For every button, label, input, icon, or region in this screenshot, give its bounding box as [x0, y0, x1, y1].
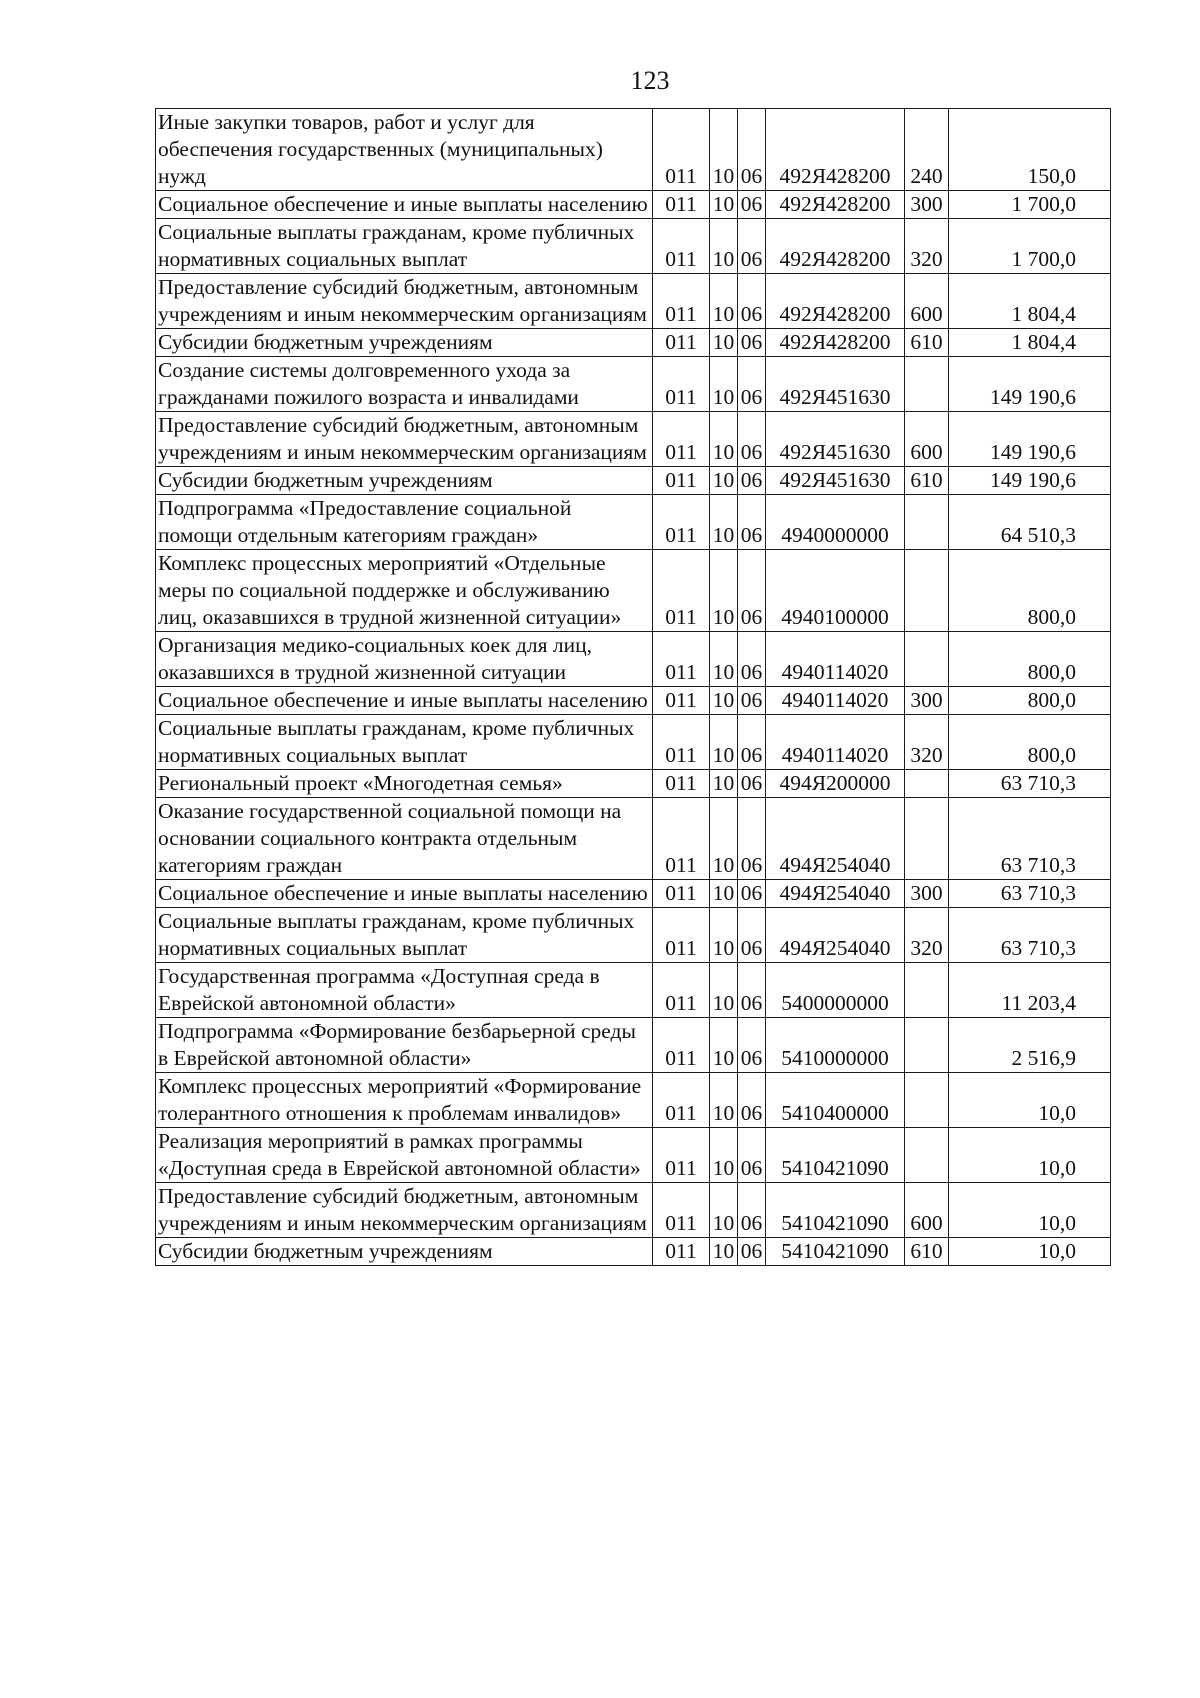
amount: 10,0: [949, 1073, 1111, 1128]
section-code: 10: [710, 219, 738, 274]
section-code: 10: [710, 770, 738, 798]
amount: 10,0: [949, 1183, 1111, 1238]
section-code: 10: [710, 109, 738, 191]
row-name: Подпрограмма «Предоставление социальной помощи отдельным категориям граждан»: [156, 495, 653, 550]
row-name: Оказание государственной социальной помощи на основании социального контракта отдельным категориям граждан: [156, 798, 653, 880]
section-code: 10: [710, 687, 738, 715]
ministry-code: 011: [653, 274, 710, 329]
section-code: 10: [710, 467, 738, 495]
subsection-code: 06: [738, 880, 766, 908]
table-row: [156, 550, 1111, 632]
target-code: 494Я254040: [766, 798, 905, 880]
amount: 63 710,3: [949, 770, 1111, 798]
ministry-code: 011: [653, 219, 710, 274]
amount: 63 710,3: [949, 798, 1111, 880]
subsection-code: 06: [738, 329, 766, 357]
row-name: Подпрограмма «Формирование безбарьерной среды в Еврейской автономной области»: [156, 1018, 653, 1073]
expense-type-code: [905, 495, 949, 550]
expense-type-code: [905, 550, 949, 632]
section-code: 10: [710, 963, 738, 1018]
row-name: Предоставление субсидий бюджетным, автономным учреждениям и иным некоммерческим организациям: [156, 274, 653, 329]
expense-type-code: 320: [905, 715, 949, 770]
target-code: 5410421090: [766, 1238, 905, 1266]
ministry-code: 011: [653, 109, 710, 191]
target-code: 4940114020: [766, 632, 905, 687]
section-code: 10: [710, 632, 738, 687]
target-code: 492Я428200: [766, 274, 905, 329]
ministry-code: 011: [653, 495, 710, 550]
section-code: 10: [710, 880, 738, 908]
subsection-code: 06: [738, 1183, 766, 1238]
table-row: [156, 495, 1111, 550]
ministry-code: 011: [653, 715, 710, 770]
expense-type-code: 320: [905, 908, 949, 963]
ministry-code: 011: [653, 1073, 710, 1128]
amount: 149 190,6: [949, 412, 1111, 467]
subsection-code: 06: [738, 715, 766, 770]
row-name: Субсидии бюджетным учреждениям: [156, 467, 653, 495]
amount: 10,0: [949, 1238, 1111, 1266]
amount: 150,0: [949, 109, 1111, 191]
table-row: [156, 274, 1111, 329]
subsection-code: 06: [738, 274, 766, 329]
expense-type-code: 600: [905, 274, 949, 329]
target-code: 492Я451630: [766, 467, 905, 495]
target-code: 4940114020: [766, 687, 905, 715]
target-code: 4940000000: [766, 495, 905, 550]
ministry-code: 011: [653, 357, 710, 412]
table-row: [156, 219, 1111, 274]
section-code: 10: [710, 274, 738, 329]
subsection-code: 06: [738, 191, 766, 219]
ministry-code: 011: [653, 963, 710, 1018]
table-row: [156, 880, 1111, 908]
budget-table-body: [156, 109, 1111, 1266]
section-code: 10: [710, 1128, 738, 1183]
expense-type-code: 240: [905, 109, 949, 191]
section-code: 10: [710, 1238, 738, 1266]
amount: 1 804,4: [949, 274, 1111, 329]
budget-table: [155, 108, 1111, 1266]
target-code: 492Я428200: [766, 109, 905, 191]
table-row: [156, 770, 1111, 798]
ministry-code: 011: [653, 191, 710, 219]
target-code: 492Я428200: [766, 191, 905, 219]
target-code: 492Я451630: [766, 357, 905, 412]
section-code: 10: [710, 1018, 738, 1073]
table-row: [156, 1183, 1111, 1238]
amount: 1 700,0: [949, 219, 1111, 274]
subsection-code: 06: [738, 908, 766, 963]
subsection-code: 06: [738, 1018, 766, 1073]
amount: 11 203,4: [949, 963, 1111, 1018]
expense-type-code: [905, 963, 949, 1018]
ministry-code: 011: [653, 1183, 710, 1238]
table-row: [156, 1073, 1111, 1128]
ministry-code: 011: [653, 550, 710, 632]
subsection-code: 06: [738, 412, 766, 467]
amount: 800,0: [949, 715, 1111, 770]
subsection-code: 06: [738, 963, 766, 1018]
ministry-code: 011: [653, 1238, 710, 1266]
table-row: [156, 467, 1111, 495]
section-code: 10: [710, 715, 738, 770]
target-code: 5410421090: [766, 1128, 905, 1183]
table-row: [156, 687, 1111, 715]
table-row: [156, 329, 1111, 357]
row-name: Субсидии бюджетным учреждениям: [156, 1238, 653, 1266]
target-code: 4940100000: [766, 550, 905, 632]
table-row: [156, 1018, 1111, 1073]
table-row: [156, 1238, 1111, 1266]
target-code: 5400000000: [766, 963, 905, 1018]
subsection-code: 06: [738, 687, 766, 715]
subsection-code: 06: [738, 357, 766, 412]
target-code: 5410000000: [766, 1018, 905, 1073]
subsection-code: 06: [738, 632, 766, 687]
ministry-code: 011: [653, 1018, 710, 1073]
target-code: 494Я254040: [766, 880, 905, 908]
ministry-code: 011: [653, 770, 710, 798]
ministry-code: 011: [653, 329, 710, 357]
row-name: Социальное обеспечение и иные выплаты населению: [156, 687, 653, 715]
row-name: Иные закупки товаров, работ и услуг для обеспечения государственных (муниципальных) нужд: [156, 109, 653, 191]
target-code: 494Я254040: [766, 908, 905, 963]
amount: 1 804,4: [949, 329, 1111, 357]
page-number: 123: [630, 66, 670, 95]
table-row: [156, 109, 1111, 191]
amount: 800,0: [949, 632, 1111, 687]
section-code: 10: [710, 412, 738, 467]
target-code: 492Я451630: [766, 412, 905, 467]
row-name: Предоставление субсидий бюджетным, автономным учреждениям и иным некоммерческим организациям: [156, 1183, 653, 1238]
expense-type-code: 600: [905, 1183, 949, 1238]
subsection-code: 06: [738, 1073, 766, 1128]
subsection-code: 06: [738, 219, 766, 274]
ministry-code: 011: [653, 908, 710, 963]
row-name: Субсидии бюджетным учреждениям: [156, 329, 653, 357]
section-code: 10: [710, 550, 738, 632]
expense-type-code: 320: [905, 219, 949, 274]
row-name: Социальные выплаты гражданам, кроме публичных нормативных социальных выплат: [156, 219, 653, 274]
target-code: 5410400000: [766, 1073, 905, 1128]
expense-type-code: 600: [905, 412, 949, 467]
expense-type-code: [905, 1073, 949, 1128]
row-name: Создание системы долговременного ухода за гражданами пожилого возраста и инвалидами: [156, 357, 653, 412]
target-code: 4940114020: [766, 715, 905, 770]
amount: 63 710,3: [949, 908, 1111, 963]
target-code: 5410421090: [766, 1183, 905, 1238]
expense-type-code: [905, 1128, 949, 1183]
expense-type-code: [905, 798, 949, 880]
amount: 63 710,3: [949, 880, 1111, 908]
row-name: Комплекс процессных мероприятий «Отдельные меры по социальной поддержке и обслуживанию лиц, оказавшихся в трудной жизненной ситуации»: [156, 550, 653, 632]
section-code: 10: [710, 1183, 738, 1238]
amount: 2 516,9: [949, 1018, 1111, 1073]
expense-type-code: 300: [905, 687, 949, 715]
target-code: 492Я428200: [766, 329, 905, 357]
section-code: 10: [710, 798, 738, 880]
row-name: Организация медико-социальных коек для лиц, оказавшихся в трудной жизненной ситуации: [156, 632, 653, 687]
amount: 149 190,6: [949, 357, 1111, 412]
row-name: Региональный проект «Многодетная семья»: [156, 770, 653, 798]
subsection-code: 06: [738, 550, 766, 632]
table-row: [156, 1128, 1111, 1183]
ministry-code: 011: [653, 1128, 710, 1183]
expense-type-code: 610: [905, 329, 949, 357]
table-row: [156, 963, 1111, 1018]
expense-type-code: 610: [905, 467, 949, 495]
section-code: 10: [710, 191, 738, 219]
table-row: [156, 191, 1111, 219]
expense-type-code: [905, 1018, 949, 1073]
amount: 64 510,3: [949, 495, 1111, 550]
ministry-code: 011: [653, 467, 710, 495]
section-code: 10: [710, 908, 738, 963]
subsection-code: 06: [738, 770, 766, 798]
row-name: Предоставление субсидий бюджетным, автономным учреждениям и иным некоммерческим организациям: [156, 412, 653, 467]
ministry-code: 011: [653, 880, 710, 908]
subsection-code: 06: [738, 467, 766, 495]
row-name: Государственная программа «Доступная среда в Еврейской автономной области»: [156, 963, 653, 1018]
amount: 149 190,6: [949, 467, 1111, 495]
expense-type-code: 300: [905, 880, 949, 908]
row-name: Комплекс процессных мероприятий «Формирование толерантного отношения к проблемам инвалидов»: [156, 1073, 653, 1128]
section-code: 10: [710, 329, 738, 357]
table-row: [156, 357, 1111, 412]
amount: 1 700,0: [949, 191, 1111, 219]
expense-type-code: 610: [905, 1238, 949, 1266]
row-name: Реализация мероприятий в рамках программы «Доступная среда в Еврейской автономной области»: [156, 1128, 653, 1183]
ministry-code: 011: [653, 412, 710, 467]
table-row: [156, 412, 1111, 467]
row-name: Социальные выплаты гражданам, кроме публичных нормативных социальных выплат: [156, 908, 653, 963]
section-code: 10: [710, 495, 738, 550]
expense-type-code: 300: [905, 191, 949, 219]
expense-type-code: [905, 770, 949, 798]
expense-type-code: [905, 632, 949, 687]
amount: 800,0: [949, 687, 1111, 715]
table-row: [156, 908, 1111, 963]
table-row: [156, 715, 1111, 770]
section-code: 10: [710, 1073, 738, 1128]
subsection-code: 06: [738, 1128, 766, 1183]
target-code: 492Я428200: [766, 219, 905, 274]
amount: 10,0: [949, 1128, 1111, 1183]
subsection-code: 06: [738, 495, 766, 550]
ministry-code: 011: [653, 632, 710, 687]
subsection-code: 06: [738, 1238, 766, 1266]
target-code: 494Я200000: [766, 770, 905, 798]
row-name: Социальное обеспечение и иные выплаты населению: [156, 191, 653, 219]
row-name: Социальное обеспечение и иные выплаты населению: [156, 880, 653, 908]
section-code: 10: [710, 357, 738, 412]
amount: 800,0: [949, 550, 1111, 632]
table-row: [156, 798, 1111, 880]
ministry-code: 011: [653, 687, 710, 715]
subsection-code: 06: [738, 798, 766, 880]
table-row: [156, 632, 1111, 687]
expense-type-code: [905, 357, 949, 412]
subsection-code: 06: [738, 109, 766, 191]
ministry-code: 011: [653, 798, 710, 880]
row-name: Социальные выплаты гражданам, кроме публичных нормативных социальных выплат: [156, 715, 653, 770]
